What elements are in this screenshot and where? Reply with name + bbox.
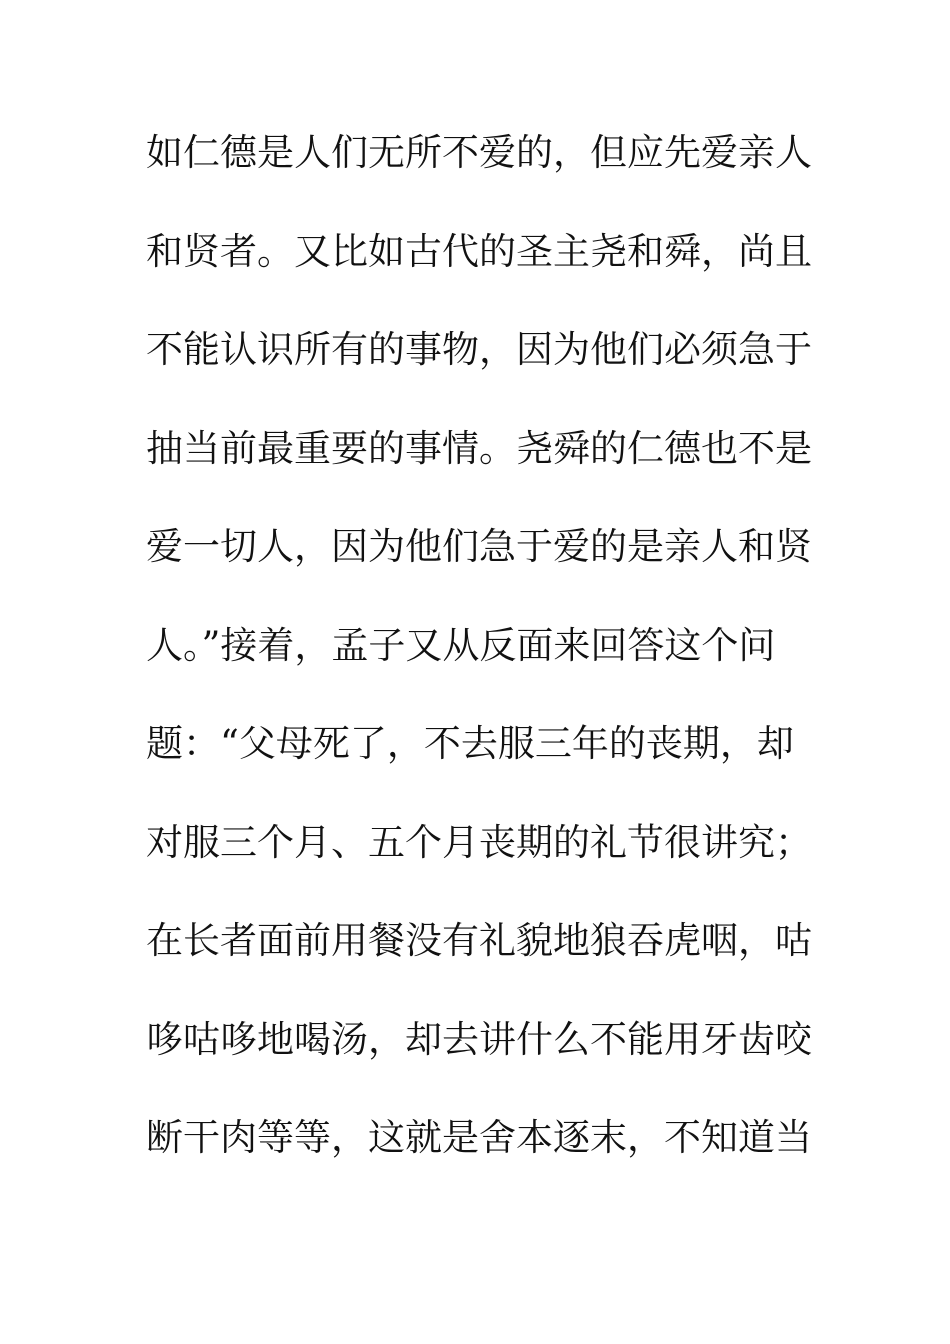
text-line-9: 在长者面前用餐没有礼貌地狼吞虎咽，咕 xyxy=(146,919,812,962)
text-line-6: 人。”接着，孟子又从反面来回答这个问 xyxy=(146,623,776,667)
text-line-11: 断干肉等等，这就是舍本逐末，不知道当 xyxy=(146,1116,812,1159)
text-line-8: 对服三个月、五个月丧期的礼节很讲究； xyxy=(146,820,812,864)
text-line-10: 哆咕哆地喝汤，却去讲什么不能用牙齿咬 xyxy=(146,1017,812,1061)
text-line-1: 如仁德是人们无所不爱的，但应先爱亲人 xyxy=(146,131,812,174)
text-line-5: 爱一切人，因为他们急于爱的是亲人和贤 xyxy=(146,525,812,568)
text-line-4: 抽当前最重要的事情。尧舜的仁德也不是 xyxy=(146,426,812,470)
text-line-7: 题：“父母死了，不去服三年的丧期，却 xyxy=(146,722,794,765)
text-line-2: 和贤者。又比如古代的圣主尧和舜，尚且 xyxy=(146,229,812,273)
text-line-3: 不能认识所有的事物，因为他们必须急于 xyxy=(146,328,812,371)
body-text xyxy=(146,128,816,1212)
